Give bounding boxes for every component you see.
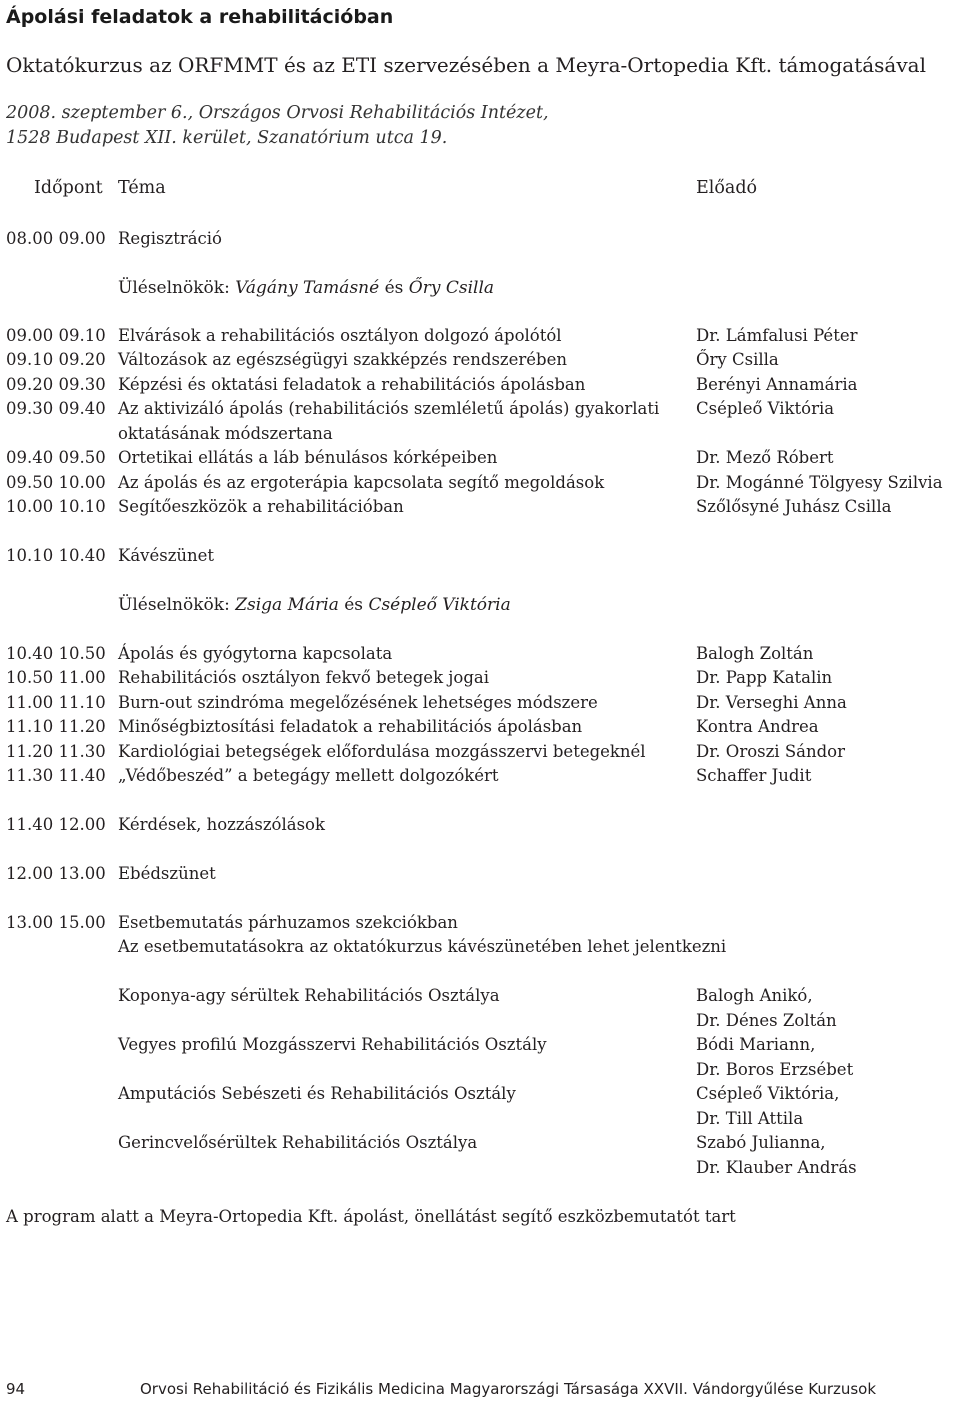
program-time: 11.20 11.30 bbox=[6, 742, 106, 761]
program-speaker: Őry Csilla bbox=[696, 350, 779, 369]
registration-time: 08.00 09.00 bbox=[6, 229, 106, 248]
program-speaker: Kontra Andrea bbox=[696, 717, 819, 736]
chair-name: Őry Csilla bbox=[408, 278, 495, 298]
program-speaker: Schaffer Judit bbox=[696, 766, 812, 785]
chair-and: és bbox=[384, 278, 404, 298]
program-speaker: Dr. Lámfalusi Péter bbox=[696, 326, 858, 345]
page-number: 94 bbox=[6, 1380, 26, 1398]
department-speaker: Dr. Till Attila bbox=[696, 1109, 804, 1128]
program-topic: Képzési és oktatási feladatok a rehabilitációs ápolásban bbox=[118, 375, 586, 394]
program-time: 10.40 10.50 bbox=[6, 644, 106, 663]
department-speaker: Dr. Dénes Zoltán bbox=[696, 1011, 837, 1030]
cases-time: 13.00 15.00 bbox=[6, 913, 106, 932]
department-name: Gerincvelősérültek Rehabilitációs Osztálya bbox=[118, 1133, 478, 1152]
program-time: 11.00 11.10 bbox=[6, 693, 106, 712]
chair-label: Üléselnökök: bbox=[118, 278, 230, 298]
chair-name: Vágány Tamásné bbox=[235, 278, 380, 298]
questions-time: 11.40 12.00 bbox=[6, 815, 106, 834]
program-speaker: Dr. Papp Katalin bbox=[696, 668, 833, 687]
program-time: 09.20 09.30 bbox=[6, 375, 106, 394]
program-speaker: Dr. Mogánné Tölgyesy Szilvia bbox=[696, 473, 943, 492]
venue-line-2: 1528 Budapest XII. kerület, Szanatórium utca 19. bbox=[6, 128, 448, 148]
chair-label: Üléselnökök: bbox=[118, 595, 230, 615]
cases-note: Az esetbemutatásokra az oktatókurzus kávészünetében lehet jelentkezni bbox=[118, 937, 727, 956]
department-speaker: Szabó Julianna, bbox=[696, 1133, 826, 1152]
program-time: 11.30 11.40 bbox=[6, 766, 106, 785]
lunch-time: 12.00 13.00 bbox=[6, 864, 106, 883]
program-topic: Burn-out szindróma megelőzésének lehetséges módszere bbox=[118, 693, 598, 712]
chair-name: Csépleő Viktória bbox=[368, 595, 511, 615]
header-topic: Téma bbox=[118, 178, 166, 198]
session-chairs-1 bbox=[118, 278, 494, 298]
coffee-time: 10.10 10.40 bbox=[6, 546, 106, 565]
department-speaker: Csépleő Viktória, bbox=[696, 1084, 840, 1103]
program-time: 10.50 11.00 bbox=[6, 668, 106, 687]
course-subtitle: Oktatókurzus az ORFMMT és az ETI szervezésében a Meyra-Ortopedia Kft. támogatásával bbox=[6, 53, 926, 77]
page-title: Ápolási feladatok a rehabilitációban bbox=[6, 6, 394, 28]
venue-line-1: 2008. szeptember 6., Országos Orvosi Rehabilitációs Intézet, bbox=[6, 103, 549, 123]
program-topic: Ortetikai ellátás a láb bénulásos kórképeiben bbox=[118, 448, 498, 467]
coffee-topic: Kávészünet bbox=[118, 546, 215, 565]
registration-topic: Regisztráció bbox=[118, 229, 222, 248]
program-topic: Segítőeszközök a rehabilitációban bbox=[118, 497, 404, 516]
department-name: Vegyes profilú Mozgásszervi Rehabilitációs Osztály bbox=[118, 1035, 547, 1054]
program-topic: Elvárások a rehabilitációs osztályon dolgozó ápolótól bbox=[118, 326, 562, 345]
department-name: Koponya-agy sérültek Rehabilitációs Osztálya bbox=[118, 986, 500, 1005]
program-topic: Rehabilitációs osztályon fekvő betegek jogai bbox=[118, 668, 490, 687]
closing-note: A program alatt a Meyra-Ortopedia Kft. ápolást, önellátást segítő eszközbemutatót tart bbox=[6, 1207, 736, 1226]
program-topic: Az aktivizáló ápolás (rehabilitációs szemléletű ápolás) gyakorlati bbox=[118, 399, 660, 418]
header-time: Időpont bbox=[34, 178, 103, 198]
program-speaker: Dr. Verseghi Anna bbox=[696, 693, 847, 712]
program-topic: Minőségbiztosítási feladatok a rehabilitációs ápolásban bbox=[118, 717, 583, 736]
department-name: Amputációs Sebészeti és Rehabilitációs Osztály bbox=[118, 1084, 516, 1103]
program-speaker: Balogh Zoltán bbox=[696, 644, 814, 663]
program-time: 10.00 10.10 bbox=[6, 497, 106, 516]
program-speaker: Berényi Annamária bbox=[696, 375, 858, 394]
program-speaker: Csépleő Viktória bbox=[696, 399, 835, 418]
program-time: 09.10 09.20 bbox=[6, 350, 106, 369]
program-time: 09.40 09.50 bbox=[6, 448, 106, 467]
program-time: 09.00 09.10 bbox=[6, 326, 106, 345]
program-topic: Kardiológiai betegségek előfordulása mozgásszervi betegeknél bbox=[118, 742, 646, 761]
header-speaker: Előadó bbox=[696, 178, 758, 198]
session-chairs-2 bbox=[118, 595, 511, 615]
chair-name: Zsiga Mária bbox=[235, 595, 339, 615]
chair-and: és bbox=[344, 595, 364, 615]
program-speaker: Dr. Oroszi Sándor bbox=[696, 742, 845, 761]
program-topic-continued: oktatásának módszertana bbox=[118, 424, 333, 443]
department-speaker: Dr. Boros Erzsébet bbox=[696, 1060, 854, 1079]
cases-topic: Esetbemutatás párhuzamos szekciókban bbox=[118, 913, 458, 932]
program-topic: Az ápolás és az ergoterápia kapcsolata segítő megoldások bbox=[118, 473, 605, 492]
department-speaker: Dr. Klauber András bbox=[696, 1158, 857, 1177]
running-footer: Orvosi Rehabilitáció és Fizikális Medicina Magyarországi Társasága XXVII. Vándorgyűlése Kurzusok bbox=[140, 1380, 877, 1398]
program-time: 09.30 09.40 bbox=[6, 399, 106, 418]
department-speaker: Bódi Mariann, bbox=[696, 1035, 816, 1054]
lunch-topic: Ebédszünet bbox=[118, 864, 216, 883]
program-time: 09.50 10.00 bbox=[6, 473, 106, 492]
department-speaker: Balogh Anikó, bbox=[696, 986, 813, 1005]
program-topic: „Védőbeszéd” a betegágy mellett dolgozókért bbox=[118, 766, 499, 785]
program-topic: Változások az egészségügyi szakképzés rendszerében bbox=[118, 350, 567, 369]
program-topic: Ápolás és gyógytorna kapcsolata bbox=[118, 644, 393, 663]
program-speaker: Dr. Mező Róbert bbox=[696, 448, 834, 467]
questions-topic: Kérdések, hozzászólások bbox=[118, 815, 325, 834]
program-time: 11.10 11.20 bbox=[6, 717, 106, 736]
program-speaker: Szőlősyné Juhász Csilla bbox=[696, 497, 892, 516]
